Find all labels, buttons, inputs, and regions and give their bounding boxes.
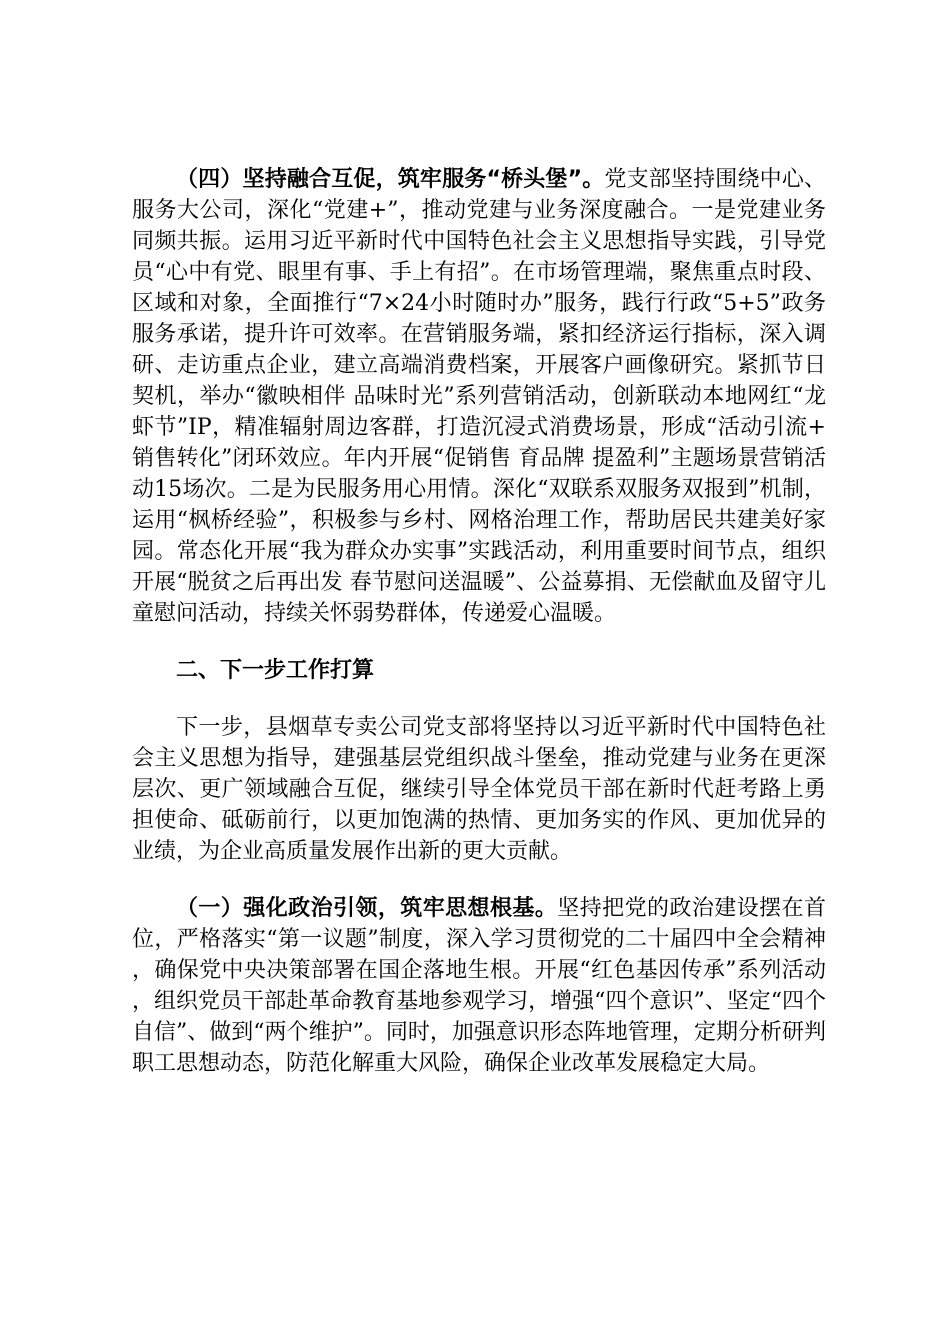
paragraph-lead-heading: （一）强化政治引领，筑牢思想根基。 (176, 896, 558, 921)
paragraph-body: 下一步，县烟草专卖公司党支部将坚持以习近平新时代中国特色社会主义思想为指导，建强基层党组织战斗堡垒，推动党建与业务在更深层次、更广领域融合互促，继续引导全体党员干部在新时代赶考路上勇担使命、砥砺前行，以更加饱满的热情、更加务实的作风、更加优异的业绩，为企业高质量发展作出新的更大贡献。 (132, 715, 826, 864)
paragraph-integration-service (132, 164, 826, 629)
document-page (132, 164, 826, 1079)
paragraph-next-steps (132, 712, 826, 867)
paragraph-lead-heading: （四）坚持融合互促，筑牢服务“桥头堡”。 (176, 167, 605, 192)
paragraph-body: 党支部坚持围绕中心、服务大公司，深化“党建+”，推动党建与业务深度融合。一是党建业务同频共振。运用习近平新时代中国特色社会主义思想指导实践，引导党员“心中有党、眼里有事、手上有招”。在市场管理端，聚焦重点时段、区域和对象，全面推行“7×24小时随时办”服务，践行行政“5+5”政务服务承诺，提升许可效率。在营销服务端，紧扣经济运行指标，深入调研、走访重点企业，建立高端消费档案，开展客户画像研究。紧抓节日契机，举办“徽映相伴 品味时光”系列营销活动，创新联动本地网红“龙虾节”IP，精准辐射周边客群，打造沉浸式消费场景，形成“活动引流+销售转化”闭环效应。年内开展“促销售 育品牌 提盈利”主题场景营销活动15场次。二是为民服务用心用情。深化“双联系双服务双报到”机制，运用“枫桥经验”，积极参与乡村、网格治理工作，帮助居民共建美好家园。常态化开展“我为群众办实事”实践活动，利用重要时间节点，组织开展“脱贫之后再出发 春节慰问送温暖”、公益募捐、无偿献血及留守儿童慰问活动，持续关怀弱势群体，传递爱心温暖。 (132, 167, 826, 626)
section-heading-next-steps: 二、下一步工作打算 (176, 658, 375, 683)
paragraph-body: 坚持把党的政治建设摆在首位，严格落实“第一议题”制度，深入学习贯彻党的二十届四中全会精神，确保党中央决策部署在国企落地生根。开展“红色基因传承”系列活动，组织党员干部赴革命教育基地参观学习，增强“四个意识”、坚定“四个自信”、做到“两个维护”。同时，加强意识形态阵地管理，定期分析研判职工思想动态，防范化解重大风险，确保企业改革发展稳定大局。 (132, 896, 826, 1076)
paragraph-political-leadership (132, 893, 826, 1079)
